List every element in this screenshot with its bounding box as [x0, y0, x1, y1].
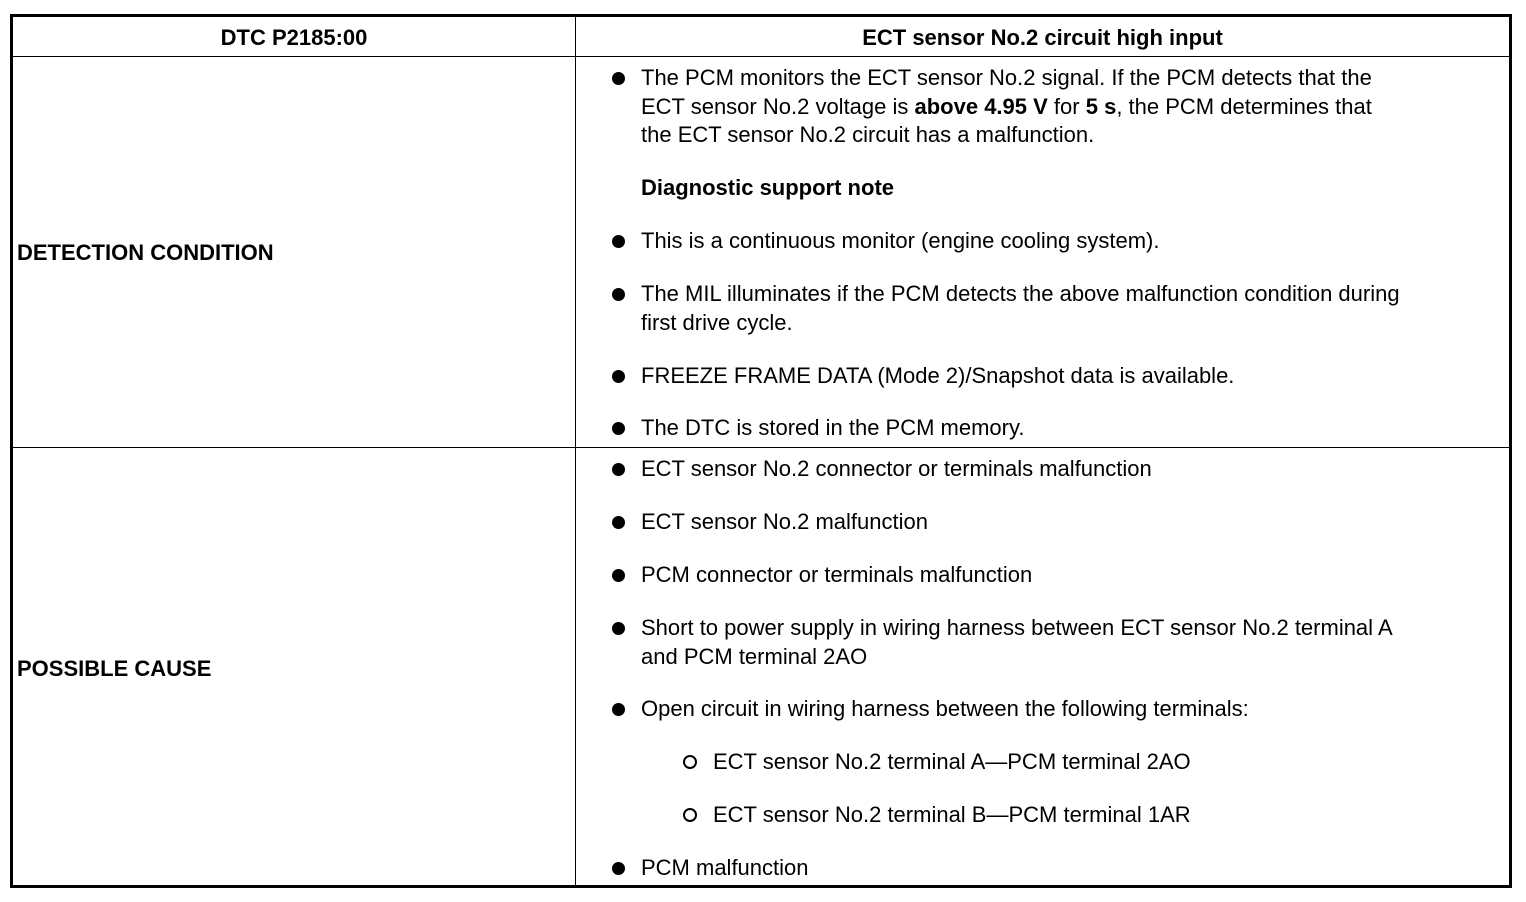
row-divider	[13, 447, 1509, 448]
cause-item: ECT sensor No.2 connector or terminals malfunction	[641, 456, 1152, 481]
detection-note-continued: first drive cycle.	[641, 310, 793, 335]
column-divider	[575, 17, 576, 885]
detection-condition-label: DETECTION CONDITION	[17, 240, 274, 265]
detection-main-line-3: the ECT sensor No.2 circuit has a malfunction.	[641, 122, 1095, 147]
detection-note: This is a continuous monitor (engine cooling system).	[641, 228, 1160, 253]
dtc-title-header: ECT sensor No.2 circuit high input	[862, 25, 1223, 50]
time-threshold: 5 s	[1085, 94, 1117, 119]
bullet-icon	[612, 370, 625, 383]
bullet-icon	[612, 569, 625, 582]
cause-item: ECT sensor No.2 malfunction	[641, 509, 928, 534]
detection-main-line-2: ECT sensor No.2 voltage is above 4.95 V for 5 s, the PCM determines that	[641, 94, 1372, 119]
bullet-icon	[612, 72, 625, 85]
cause-item: PCM malfunction	[641, 855, 809, 880]
cause-item: PCM connector or terminals malfunction	[641, 562, 1033, 587]
voltage-threshold: above 4.95 V	[914, 94, 1048, 119]
cause-item: Open circuit in wiring harness between the following terminals:	[641, 696, 1249, 721]
dtc-code-header: DTC P2185:00	[220, 25, 368, 50]
cause-sub-item: ECT sensor No.2 terminal A—PCM terminal 2AO	[713, 749, 1191, 774]
bullet-icon	[612, 422, 625, 435]
detection-main-line-1: The PCM monitors the ECT sensor No.2 signal. If the PCM detects that the	[641, 65, 1372, 90]
bullet-icon	[612, 463, 625, 476]
possible-cause-label: POSSIBLE CAUSE	[17, 656, 212, 681]
bullet-icon	[612, 516, 625, 529]
support-note-heading: Diagnostic support note	[641, 175, 894, 200]
cause-sub-item: ECT sensor No.2 terminal B—PCM terminal 1AR	[713, 802, 1191, 827]
detection-note: The MIL illuminates if the PCM detects the above malfunction condition during	[641, 281, 1400, 306]
bullet-icon	[612, 622, 625, 635]
detection-note: FREEZE FRAME DATA (Mode 2)/Snapshot data is available.	[641, 363, 1235, 388]
bullet-icon	[612, 703, 625, 716]
bullet-icon	[612, 862, 625, 875]
sub-bullet-icon	[683, 808, 697, 822]
bullet-icon	[612, 235, 625, 248]
cause-item-continued: and PCM terminal 2AO	[641, 644, 868, 669]
sub-bullet-icon	[683, 755, 697, 769]
bullet-icon	[612, 288, 625, 301]
cause-item: Short to power supply in wiring harness between ECT sensor No.2 terminal A	[641, 615, 1393, 640]
detection-note: The DTC is stored in the PCM memory.	[641, 415, 1025, 440]
